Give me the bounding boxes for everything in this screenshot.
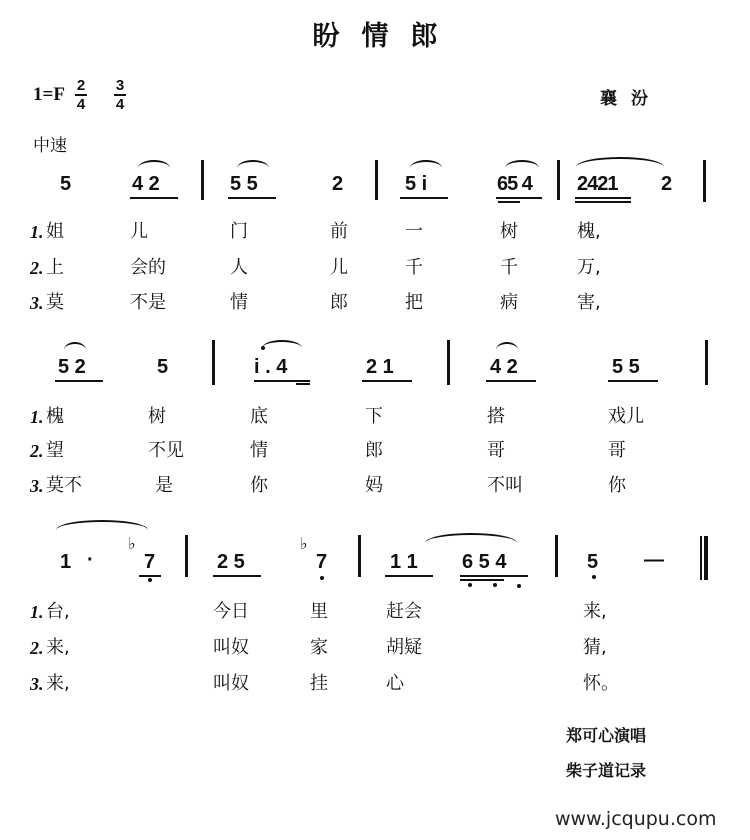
slur (505, 160, 539, 168)
verse-number: 3. (30, 476, 44, 496)
note-group: 2 5 (217, 551, 245, 573)
bar-line (703, 160, 706, 202)
augmentation-dot: · (87, 549, 94, 571)
lyric-word: 树 (500, 221, 518, 242)
underline (130, 197, 178, 199)
lyric-word: 千 (500, 257, 518, 278)
verse-number: 2. (30, 441, 44, 461)
underline (228, 197, 276, 199)
lyric-word: 姐 (46, 221, 64, 242)
singer-credit: 郑可心演唱 (566, 726, 647, 745)
lyric-word: 一 (405, 221, 423, 242)
note: 5 (587, 551, 599, 573)
verse-number: 2. (30, 638, 44, 658)
lyric-word: 前 (330, 221, 348, 242)
bar-line (185, 535, 188, 577)
note-group: 4 2 (490, 356, 518, 378)
slur (237, 160, 269, 168)
time-denominator: 4 (76, 96, 86, 113)
lyric-word: 莫 (46, 292, 64, 313)
lyric-word: 不是 (130, 292, 166, 313)
bar-line (557, 160, 560, 200)
note: 5 (157, 356, 169, 378)
underline-double (296, 383, 310, 385)
lyric-word: 台, (46, 601, 70, 622)
lyric-word: 心 (386, 673, 404, 694)
lyric-word: 哥 (608, 440, 626, 461)
lyric-word: 莫不 (46, 475, 82, 496)
lyric-word: 槐 (46, 406, 64, 427)
lyric-word: 下 (365, 406, 383, 427)
note: 5 (60, 173, 72, 195)
underline (575, 197, 631, 199)
lyric-word: 叫奴 (213, 673, 249, 694)
time-numerator: 2 (76, 77, 86, 94)
verse-number: 1. (30, 602, 44, 622)
slur (64, 342, 86, 350)
lyric-word: 搭 (487, 406, 505, 427)
time-numerator: 3 (115, 77, 125, 94)
flat-icon: ♭ (300, 534, 308, 553)
lyric-word: 挂 (310, 673, 328, 694)
lyric-word: 不叫 (487, 475, 523, 496)
lyric-word: 里 (310, 601, 328, 622)
note-group: 5 5 (230, 173, 258, 195)
lyric-word: 戏儿 (608, 406, 644, 427)
bar-line (375, 160, 378, 200)
low-octave-dot (592, 575, 596, 579)
slur (410, 160, 442, 168)
note: 7 (316, 551, 328, 573)
region-label: 襄汾 (600, 89, 662, 109)
lyric-word: 猜, (583, 637, 607, 658)
final-bar-line-thin (700, 536, 702, 580)
verse-number: 3. (30, 293, 44, 313)
note-group: 65 4 (497, 173, 532, 195)
lyric-word: 郎 (330, 292, 348, 313)
note-group: 2 1 (366, 356, 394, 378)
lyric-word: 叫奴 (213, 637, 249, 658)
underline (55, 380, 103, 382)
slur (138, 160, 170, 168)
lyric-word: 树 (148, 406, 166, 427)
time-signature-2-4 (75, 78, 87, 112)
flat-icon: ♭ (128, 534, 136, 553)
note-group: 5 i (405, 173, 428, 195)
lyric-word: 今日 (213, 601, 249, 622)
lyric-word: 底 (250, 406, 268, 427)
low-octave-dot (468, 583, 472, 587)
lyric-word: 胡疑 (386, 637, 422, 658)
low-octave-dot (320, 576, 324, 580)
lyric-word: 郎 (365, 440, 383, 461)
note: 2 (332, 173, 344, 195)
verse-number: 3. (30, 674, 44, 694)
lyric-word: 人 (230, 257, 248, 278)
underline (362, 380, 412, 382)
dash-extension: — (644, 549, 664, 571)
note: 7 (144, 551, 156, 573)
note: 2 (661, 173, 673, 195)
note-group: 6 5 4 (462, 551, 507, 573)
lyric-word: 把 (405, 292, 423, 313)
lyric-word: 来, (46, 673, 70, 694)
bar-line (447, 340, 450, 385)
lyric-word: 槐, (577, 221, 601, 242)
lyric-word: 你 (608, 475, 626, 496)
slur (576, 157, 664, 167)
lyric-word: 哥 (487, 440, 505, 461)
underline (608, 380, 658, 382)
bar-line (212, 340, 215, 385)
lyric-word: 来, (46, 637, 70, 658)
lyric-word: 家 (310, 637, 328, 658)
underline (496, 197, 542, 199)
slur (262, 340, 302, 348)
lyric-word: 妈 (365, 475, 383, 496)
note-group: 4 2 (132, 173, 160, 195)
lyric-word: 情 (230, 292, 248, 313)
bar-line (555, 535, 558, 577)
key-signature: 1=F (33, 84, 65, 105)
lyric-word: 千 (405, 257, 423, 278)
lyric-word: 来, (583, 601, 607, 622)
underline (385, 575, 433, 577)
lyric-word: 不见 (148, 440, 184, 461)
time-signature-3-4 (114, 78, 126, 112)
time-denominator: 4 (115, 96, 125, 113)
low-octave-dot (517, 584, 521, 588)
bar-line (358, 535, 361, 577)
lyric-word: 望 (46, 440, 64, 461)
underline (486, 380, 536, 382)
lyric-word: 怀。 (583, 673, 619, 694)
lyric-word: 是 (155, 475, 173, 496)
verse-number: 1. (30, 407, 44, 427)
song-title: 盼情郎 (312, 21, 460, 52)
lyric-word: 你 (250, 475, 268, 496)
note-group: 1 1 (390, 551, 418, 573)
lyric-word: 情 (250, 440, 268, 461)
underline (213, 575, 261, 577)
low-octave-dot (493, 583, 497, 587)
note-group: 2421 (577, 173, 618, 195)
note-group: 5 5 (612, 356, 640, 378)
verse-number: 2. (30, 258, 44, 278)
lyric-word: 会的 (130, 257, 166, 278)
slur (496, 342, 518, 350)
slur (56, 520, 148, 530)
recorder-credit: 柴子道记录 (566, 761, 647, 780)
lyric-word: 赶会 (386, 601, 422, 622)
lyric-word: 门 (230, 221, 248, 242)
lyric-word: 上 (46, 257, 64, 278)
watermark: www.jcqupu.com (555, 808, 717, 830)
underline (139, 575, 161, 577)
lyric-word: 万, (577, 257, 601, 278)
note-group: i . 4 (254, 356, 288, 378)
underline-double (575, 201, 631, 203)
low-octave-dot (148, 578, 152, 582)
bar-line (201, 160, 204, 200)
lyric-word: 害, (577, 292, 601, 313)
slur (425, 533, 517, 543)
bar-line (705, 340, 708, 385)
note: 1 (60, 551, 72, 573)
underline (460, 575, 528, 577)
lyric-word: 病 (500, 292, 518, 313)
note-group: 5 2 (58, 356, 86, 378)
verse-number: 1. (30, 222, 44, 242)
underline (254, 380, 310, 382)
high-octave-dot (261, 346, 265, 350)
underline-double (460, 579, 504, 581)
lyric-word: 儿 (330, 257, 348, 278)
underline-double (498, 201, 520, 203)
underline (400, 197, 448, 199)
tempo-marking: 中速 (33, 136, 67, 156)
final-bar-line-thick (704, 536, 708, 580)
lyric-word: 儿 (130, 221, 148, 242)
